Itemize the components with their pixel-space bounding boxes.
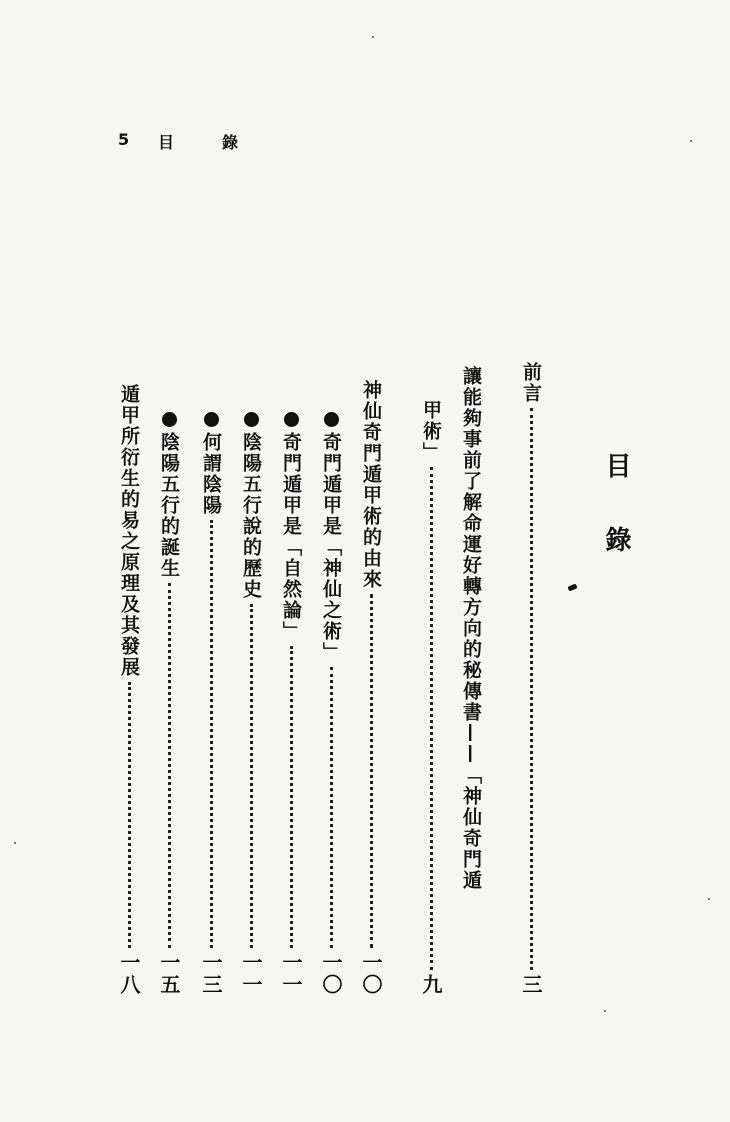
toc-entry-page: 一〇 — [359, 952, 383, 996]
toc-entry[interactable] — [358, 380, 384, 996]
ink-mark — [567, 583, 577, 591]
toc-entry-page: 一五 — [157, 952, 181, 996]
toc-entry-text: 神仙奇門遁甲術的由來 — [360, 380, 382, 590]
dot-leader — [330, 667, 333, 948]
toc-entry[interactable] — [116, 384, 142, 996]
toc-entry-text: 遁甲所衍生的易之原理及其發展 — [118, 384, 140, 678]
toc-entry-text: 奇門遁甲是「神仙之術」 — [320, 432, 342, 663]
dot-leader — [250, 604, 253, 948]
toc-entry-text[interactable]: 讓能夠事前了解命運好轉方向的秘傳書——「神仙奇門遁 — [460, 366, 482, 891]
toc-entry-text: 奇門遁甲是「自然論」 — [280, 432, 302, 642]
dot-leader — [168, 583, 171, 948]
bullet-icon — [324, 412, 339, 427]
toc-entry[interactable] — [318, 412, 344, 996]
scan-speck — [372, 36, 374, 38]
dot-leader — [430, 467, 433, 970]
toc-entry[interactable] — [278, 412, 304, 996]
bullet-icon — [244, 412, 259, 427]
dot-leader — [290, 646, 293, 948]
dot-leader — [530, 408, 533, 970]
scan-speck — [690, 140, 692, 142]
toc-entry-text: 甲術」 — [420, 400, 442, 463]
toc-entry-page: 一一 — [239, 952, 263, 996]
scan-speck — [604, 1010, 606, 1012]
dot-leader — [128, 682, 131, 948]
toc-entry[interactable] — [518, 362, 544, 996]
toc-entry[interactable] — [198, 412, 224, 996]
dot-leader — [370, 594, 373, 948]
toc-entry-page: 一八 — [117, 952, 141, 996]
page-number: 5 — [118, 130, 130, 149]
toc-entry-page: 一〇 — [319, 952, 343, 996]
toc-title: 目錄 — [601, 452, 631, 600]
bullet-icon — [204, 412, 219, 427]
toc-entry-page: 一三 — [199, 952, 223, 996]
scan-speck — [708, 898, 710, 900]
toc-entry-text: 陰陽五行說的歷史 — [240, 432, 262, 600]
header-title-char-2: 錄 — [222, 133, 239, 152]
toc-entry-text: 陰陽五行的誕生 — [158, 432, 180, 579]
bullet-icon — [162, 412, 177, 427]
toc-entry[interactable] — [418, 400, 444, 996]
bullet-icon — [284, 412, 299, 427]
toc-entry-page: 九 — [419, 974, 443, 996]
toc-entry[interactable] — [156, 412, 182, 996]
toc-entry-page: 一一 — [279, 952, 303, 996]
toc-entry[interactable] — [238, 412, 264, 996]
dot-leader — [210, 520, 213, 948]
header-title-char-1: 目 — [158, 133, 175, 152]
toc-entry-page: 三 — [519, 974, 543, 996]
toc-entry-text: 何謂陰陽 — [200, 432, 222, 516]
toc-entry-text: 前言 — [520, 362, 542, 404]
scan-speck — [14, 842, 16, 844]
